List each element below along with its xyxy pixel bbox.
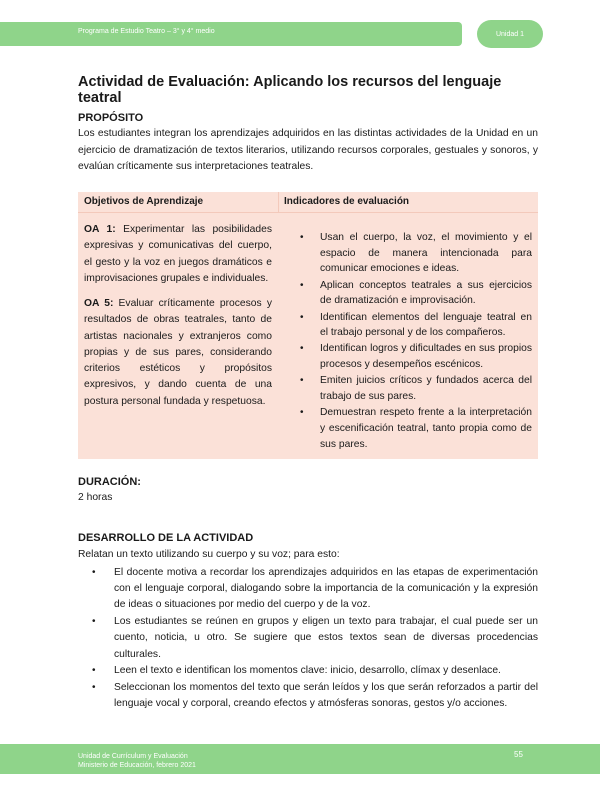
header-bar <box>0 22 462 46</box>
footer-credits <box>78 752 196 770</box>
list-item: • Identifican logros y dificultades en sus propios procesos y desempeños escénicos. <box>300 343 532 371</box>
duration-text: 2 horas <box>78 492 113 503</box>
list-item: • Emiten juicios críticos y fundados acerca del trabajo de sus pares. <box>300 375 532 403</box>
purpose-text: Los estudiantes integran los aprendizajes adquiridos en las distintas actividades de la Unidad en un ejercicio de dramatización de textos literarios, utilizando recursos corporales, gestuales y sonoros, y evalúan críticamente sus interpretaciones teatrales. <box>78 128 538 172</box>
bullet-icon: • <box>300 232 304 243</box>
objective-text: Evaluar críticamente procesos y resultados de obras teatrales, tanto de artistas nacionales y extranjeros como propias y de sus pares, considerando criterios estéticos y propósitos expresivos, y dando cuenta de una postura personal fundada y respetuosa. <box>84 298 272 407</box>
objective-code: OA 5: <box>84 298 114 309</box>
objective-text: Experimentar las posibilidades expresivas y comunicativas del cuerpo, el gesto y la voz en juegos dramáticos e improvisaciones grupales e individuales. <box>84 224 272 284</box>
bullet-icon: • <box>300 375 304 387</box>
duration-heading: DURACIÓN: <box>78 476 141 488</box>
list-item: • Aplican conceptos teatrales a sus ejercicios de dramatización e improvisación. <box>300 279 532 307</box>
evaluation-table <box>78 192 538 459</box>
bullet-icon: • <box>300 343 304 355</box>
list-item: • El docente motiva a recordar los aprendizajes adquiridos en las etapas de experimentación con el lenguaje corporal, dialogando sobre la importancia de la comunicación y la expresión de ideas o situaciones por medio del cuerpo y de la voz. <box>92 567 538 611</box>
footer-bar <box>0 744 600 774</box>
footer-line-1: Unidad de Currículum y Evaluación <box>78 753 188 760</box>
bullet-icon: • <box>92 616 96 628</box>
bullet-icon: • <box>300 279 304 291</box>
objective-oa5 <box>84 296 272 410</box>
table-column-divider <box>278 192 279 212</box>
objectives-header: Objetivos de Aprendizaje <box>84 196 204 207</box>
indicators-list <box>300 230 532 453</box>
bullet-icon: • <box>300 407 304 419</box>
list-item: • Seleccionan los momentos del texto que serán leídos y los que serán reforzados a partir del lenguaje vocal y corporal, creando efectos y atmósferas sonoras, gestos y/o acciones. <box>92 681 538 710</box>
list-item: • Leen el texto e identifican los momentos clave: inicio, desarrollo, clímax y desenlace. <box>92 663 538 679</box>
bullet-icon: • <box>92 567 96 578</box>
page-title: Actividad de Evaluación: Aplicando los recursos del lenguaje teatral <box>78 74 502 106</box>
list-item: • Los estudiantes se reúnen en grupos y eligen un texto para trabajar, el cual puede ser un cuento, noticia, u otro. Se sugiere que estos textos sean de diversas procedencias culturales. <box>92 616 538 660</box>
program-title: Programa de Estudio Teatro – 3° y 4° medio <box>78 28 215 35</box>
bullet-icon: • <box>300 311 304 323</box>
objective-oa1 <box>84 222 272 287</box>
purpose-heading: PROPÓSITO <box>78 112 144 124</box>
activity-list <box>92 565 538 713</box>
page-number: 55 <box>514 750 523 759</box>
development-intro: Relatan un texto utilizando su cuerpo y su voz; para esto: <box>78 549 340 560</box>
footer-line-2: Ministerio de Educación, febrero 2021 <box>78 762 196 769</box>
unit-badge: Unidad 1 <box>477 20 543 48</box>
list-item: • Usan el cuerpo, la voz, el movimiento y el espacio de manera intencionada para comunicar emociones e ideas. <box>300 232 532 275</box>
list-item: • Demuestran respeto frente a la interpretación y escenificación teatral, tanto propia como de sus pares. <box>300 407 532 450</box>
development-heading: DESARROLLO DE LA ACTIVIDAD <box>78 532 254 544</box>
list-item: • Identifican elementos del lenguaje teatral en el trabajo personal y de los compañeros. <box>300 311 532 339</box>
bullet-icon: • <box>92 681 96 693</box>
table-divider <box>78 212 538 213</box>
indicators-header: Indicadores de evaluación <box>284 196 410 207</box>
bullet-icon: • <box>92 665 96 677</box>
objective-code: OA 1: <box>84 224 116 235</box>
